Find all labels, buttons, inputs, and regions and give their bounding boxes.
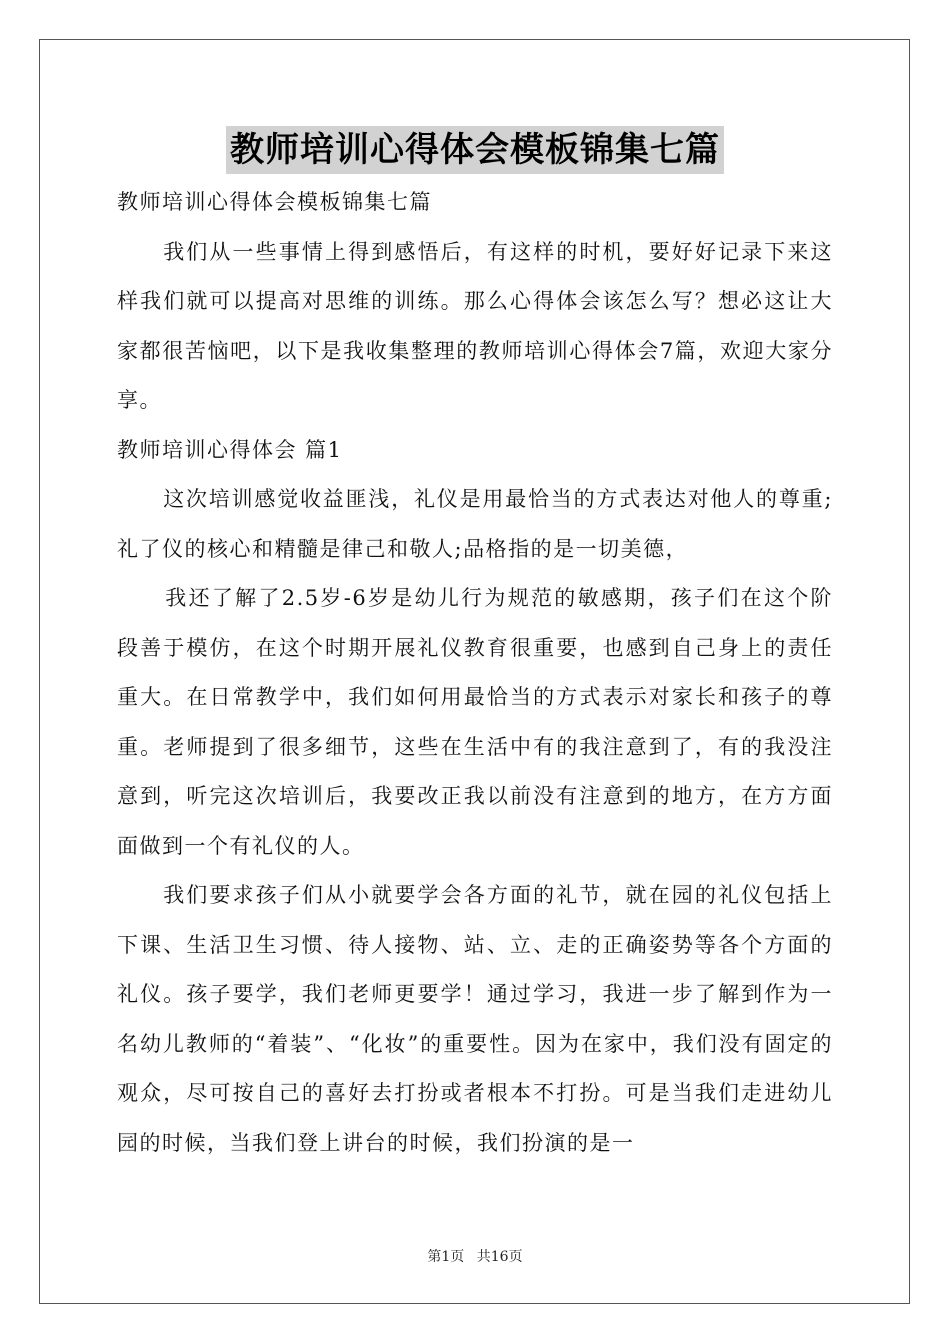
body-paragraph: 这次培训感觉收益匪浅，礼仪是用最恰当的方式表达对他人的尊重;礼了仪的核心和精髓是律己和敬人;品格指的是一切美德，: [117, 487, 833, 561]
body-paragraph: 我还了解了2.5岁-6岁是幼儿行为规范的敏感期，孩子们在这个阶段善于模仿，在这个时期开展礼仪教育很重要，也感到自己身上的责任重大。在日常教学中，我们如何用最恰当的方式表示对家长和孩子的尊重。老师提到了很多细节，这些在生活中有的我注意到了，有的我没注意到，听完这次培训后，我要改正我以前没有注意到的地方，在方方面面做到一个有礼仪的人。: [117, 586, 833, 858]
document-title: 教师培训心得体会模板锦集七篇: [226, 126, 724, 174]
document-body: [117, 178, 833, 1168]
intro-paragraph: 我们从一些事情上得到感悟后，有这样的时机，要好好记录下来这样我们就可以提高对思维的训练。那么心得体会该怎么写？想必这让大家都很苦恼吧，以下是我收集整理的教师培训心得体会7篇，欢迎大家分享。: [117, 239, 833, 412]
section-heading: 教师培训心得体会 篇1: [117, 437, 343, 462]
body-paragraph: 我们要求孩子们从小就要学会各方面的礼节，就在园的礼仪包括上下课、生活卫生习惯、待人接物、站、立、走的正确姿势等各个方面的礼仪。孩子要学，我们老师更要学！通过学习，我进一步了解到作为一名幼儿教师的“着装”、“化妆”的重要性。因为在家中，我们没有固定的观众，尽可按自己的喜好去打扮或者根本不打扮。可是当我们走进幼儿园的时候，当我们登上讲台的时候，我们扮演的是一: [117, 883, 833, 1155]
title-wrap: [0, 126, 950, 174]
page-total: 共16页: [476, 1249, 523, 1265]
page-number: 第1页: [427, 1249, 465, 1265]
page-footer: [0, 1246, 950, 1266]
subtitle-line: 教师培训心得体会模板锦集七篇: [117, 190, 432, 214]
